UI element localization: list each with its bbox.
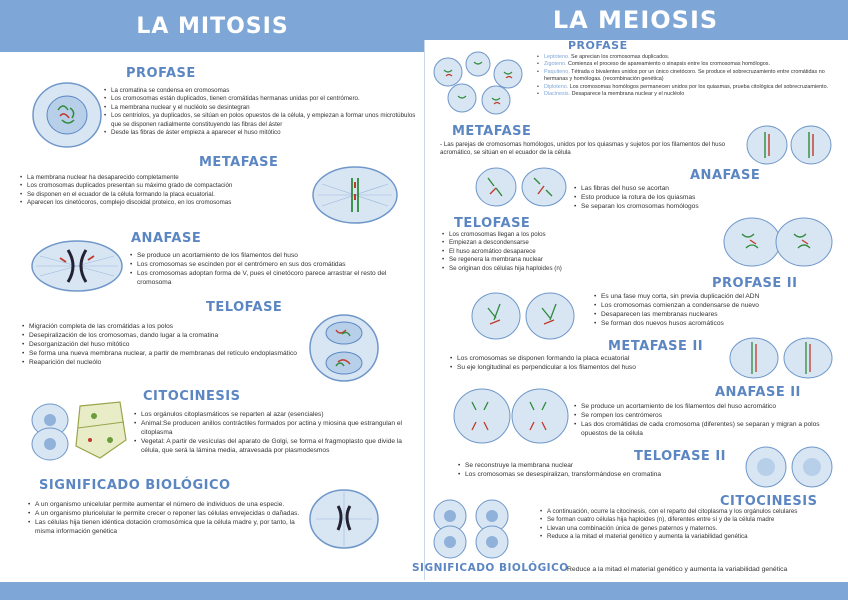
list-item: • Empiezan a descondensarse — [442, 239, 662, 247]
meiosis-anafase2-cells-image — [452, 386, 570, 446]
list-item: • Las fibras del huso se acortan — [574, 184, 774, 193]
list-item: • Los cromosomas comienzan a condensarse de nuevo — [594, 301, 834, 310]
meiosis-anafase2-list — [574, 402, 836, 438]
mitosis-metafase-cell-image — [310, 164, 400, 226]
mitosis-citocinesis-list — [134, 410, 416, 455]
mitosis-citocinesis-heading: CITOCINESIS — [143, 389, 241, 404]
meiosis-metafase2-cells-image — [728, 336, 834, 380]
list-item: • Su eje longitudinal es perpendicular a los filamentos del huso — [450, 363, 720, 372]
list-item: • Desde las fibras de áster empieza a aparecer el huso mitótico — [104, 129, 422, 137]
mitosis-metafase-list — [20, 174, 310, 208]
list-item: • Paquiteno. Tétrada o bivalentes unidos por un único cinetócoro. Se produce el sobrecruzamiento entre cromátidas no hermanas y homólogas. (recombinación genética) — [537, 69, 839, 84]
list-item: • Los cromosomas adoptan forma de V, pues el cinetócoro parece arrastrar el resto del cromosoma — [130, 269, 420, 287]
meiosis-metafase2-list — [450, 354, 720, 372]
list-item: • Es una fase muy corta, sin previa duplicación del ADN — [594, 292, 834, 301]
list-item: • Se regenera la membrana nuclear — [442, 256, 662, 264]
list-item: • Esto produce la rotura de los quiasmas — [574, 193, 774, 202]
mitosis-telofase-cell-image — [306, 312, 382, 384]
list-item: • La membrana nuclear y el nucléolo se desintegran — [104, 104, 422, 112]
mitosis-profase-heading: PROFASE — [126, 66, 196, 81]
list-item: • Se produce un acortamiento de los filamentos del huso acromático — [574, 402, 836, 411]
meiosis-anafase-list — [574, 184, 774, 211]
mitosis-title: LA MITOSIS — [0, 0, 425, 52]
list-item: • Los orgánulos citoplasmáticos se reparten al azar (esenciales) — [134, 410, 416, 419]
meiosis-significado-text: Reduce a la mitad el material genético y aumenta la variabilidad genética — [567, 566, 788, 573]
meiosis-telofase-list — [442, 231, 662, 273]
list-item: • A un organismo unicelular permite aumentar el número de individuos de una especie. — [28, 500, 300, 509]
mitosis-citocinesis-cell-image — [26, 400, 130, 462]
mitosis-profase-cell-image — [30, 80, 104, 150]
list-item: • Los centriolos, ya duplicados, se sitúan en polos opuestos de la célula, y empiezan a formar unos microtúbulos que se disponen radialmente constituyendo las fibras del áster — [104, 112, 422, 129]
meiosis-profase2-list — [594, 292, 834, 328]
list-item: • Los cromosomas duplicados presentan su máximo grado de compactación — [20, 182, 310, 190]
list-item: • Desaparecen las membranas nucleares — [594, 310, 834, 319]
meiosis-telofase-cells-image — [722, 216, 834, 268]
list-item: • Se forman cuatro células hija haploides (n), diferentes entre sí y de la célula madre — [540, 516, 838, 524]
column-divider — [424, 40, 425, 580]
mitosis-significado-cell-image — [306, 488, 382, 550]
list-item: • Se forman dos nuevos husos acromáticos — [594, 319, 834, 328]
meiosis-metafase-text: - Las parejas de cromosomas homólogos, unidos por los quiasmas y sujetos por los filamentos del huso acromático, se sitúan en el ecuador de la célula — [440, 141, 726, 157]
meiosis-telofase2-list — [458, 461, 738, 479]
list-item: • Se rompen los centrómeros — [574, 411, 836, 420]
list-item: • Se forma una nueva membrana nuclear, a partir de membranas del retículo endoplasmático — [22, 349, 304, 358]
list-item: • A un organismo pluricelular le permite crecer o reponer las células envejecidas o dañadas. — [28, 509, 300, 518]
meiosis-metafase-cells-image — [745, 124, 835, 166]
meiosis-citocinesis-list — [540, 508, 838, 542]
list-item: • Los cromosomas llegan a los polos — [442, 231, 662, 239]
mitosis-telofase-heading: TELOFASE — [206, 300, 283, 315]
meiosis-significado-heading: SIGNIFICADO BIOLÓGICO — [412, 562, 569, 574]
meiosis-profase-cells-image — [430, 50, 534, 116]
meiosis-profase-heading: PROFASE — [568, 39, 628, 52]
list-item: • Diacinesis. Desaparece la membrana nuclear y el nucléolo — [537, 91, 839, 98]
list-item: • Se disponen en el ecuador de la célula formando la placa ecuatorial. — [20, 191, 310, 199]
list-item: • Reduce a la mitad el material genético y aumenta la variabilidad genética — [540, 533, 838, 541]
mitosis-anafase-cell-image — [30, 238, 124, 294]
list-item: • Se reconstruye la membrana nuclear — [458, 461, 738, 470]
list-item: • Aparecen los cinetócoros, complejo discoidal proteico, en los cromosomas — [20, 199, 310, 207]
list-item: • Se separan los cromosomas homólogos — [574, 202, 774, 211]
mitosis-metafase-heading: METAFASE — [199, 155, 279, 170]
mitosis-anafase-list — [130, 251, 420, 287]
meiosis-profase-list — [537, 54, 839, 98]
list-item: • Zigoteno. Comienza el proceso de apareamiento o sinapsis entre los cromosomas homólogos. — [537, 61, 839, 68]
meiosis-metafase2-heading: METAFASE II — [608, 339, 704, 354]
list-item: • La cromatina se condensa en cromosomas — [104, 87, 422, 95]
meiosis-anafase-heading: ANAFASE — [690, 168, 761, 183]
meiosis-citocinesis-heading: CITOCINESIS — [720, 494, 818, 509]
meiosis-telofase-heading: TELOFASE — [454, 216, 531, 231]
mitosis-significado-list — [28, 500, 300, 536]
list-item: • Vegetal: A partir de vesículas del aparato de Golgi, se forma el fragmoplasto que divide la célula, que será la lámina media, atravesada por plasmodesmos — [134, 437, 416, 455]
list-item: • Desorganización del huso mitótico — [22, 340, 304, 349]
meiosis-telofase2-cells-image — [744, 444, 834, 490]
list-item: • Animal:Se producen anillos contráctiles formados por actina y miosina que estrangulan el citoplasma — [134, 419, 416, 437]
meiosis-anafase-cells-image — [474, 166, 570, 208]
list-item: • Diploteno. Los cromosomas homólogos permanecen unidos por los quiasmas, prueba citológica del sobrecruzamiento. — [537, 84, 839, 91]
list-item: • Migración completa de las cromátidas a los polos — [22, 322, 304, 331]
list-item: • Las células hija tienen idéntica dotación cromosómica que la célula madre y, por tanto, la misma información genética — [28, 518, 300, 536]
list-item: • Se produce un acortamiento de los filamentos del huso — [130, 251, 420, 260]
list-item: • La membrana nuclear ha desaparecido completamente — [20, 174, 310, 182]
mitosis-significado-heading: SIGNIFICADO BIOLÓGICO — [39, 478, 231, 493]
bottom-bar — [0, 582, 848, 600]
list-item: • Los cromosomas se escinden por el centrómero en sus dos cromátidas — [130, 260, 420, 269]
list-item: • El huso acromático desaparece — [442, 248, 662, 256]
list-item: • A continuación, ocurre la citocinesis, con el reparto del citoplasma y los orgánulos celulares — [540, 508, 838, 516]
meiosis-anafase2-heading: ANAFASE II — [715, 385, 801, 400]
list-item: • Los cromosomas están duplicados, tienen cromátidas hermanas unidas por el centrómero. — [104, 95, 422, 103]
list-item: • Reaparición del nucleólo — [22, 358, 304, 367]
list-item: • Llevan una combinación única de genes paternos y maternos. — [540, 525, 838, 533]
mitosis-profase-list — [104, 87, 422, 137]
meiosis-profase2-heading: PROFASE II — [712, 276, 798, 291]
mitosis-anafase-heading: ANAFASE — [131, 231, 202, 246]
mitosis-telofase-list — [22, 322, 304, 367]
list-item: • Los cromosomas se desespiralizan, transformándose en cromatina — [458, 470, 738, 479]
meiosis-title: LA MEIOSIS — [423, 0, 848, 40]
list-item: • Desepiralización de los cromosomas, dando lugar a la cromatina — [22, 331, 304, 340]
meiosis-profase2-cells-image — [470, 290, 578, 342]
list-item: • Las dos cromátidas de cada cromosoma (diferentes) se separan y migran a polos opuestos de la célula — [574, 420, 836, 438]
meiosis-telofase2-heading: TELOFASE II — [634, 449, 727, 464]
list-item: • Se originan dos células hija haploides (n) — [442, 265, 662, 273]
list-item: • Los cromosomas se disponen formando la placa ecuatorial — [450, 354, 720, 363]
meiosis-metafase-heading: METAFASE — [452, 124, 532, 139]
list-item: • Leptoteno. Se aprecian los cromosomas duplicados. — [537, 54, 839, 61]
meiosis-citocinesis-cells-image — [430, 498, 540, 560]
